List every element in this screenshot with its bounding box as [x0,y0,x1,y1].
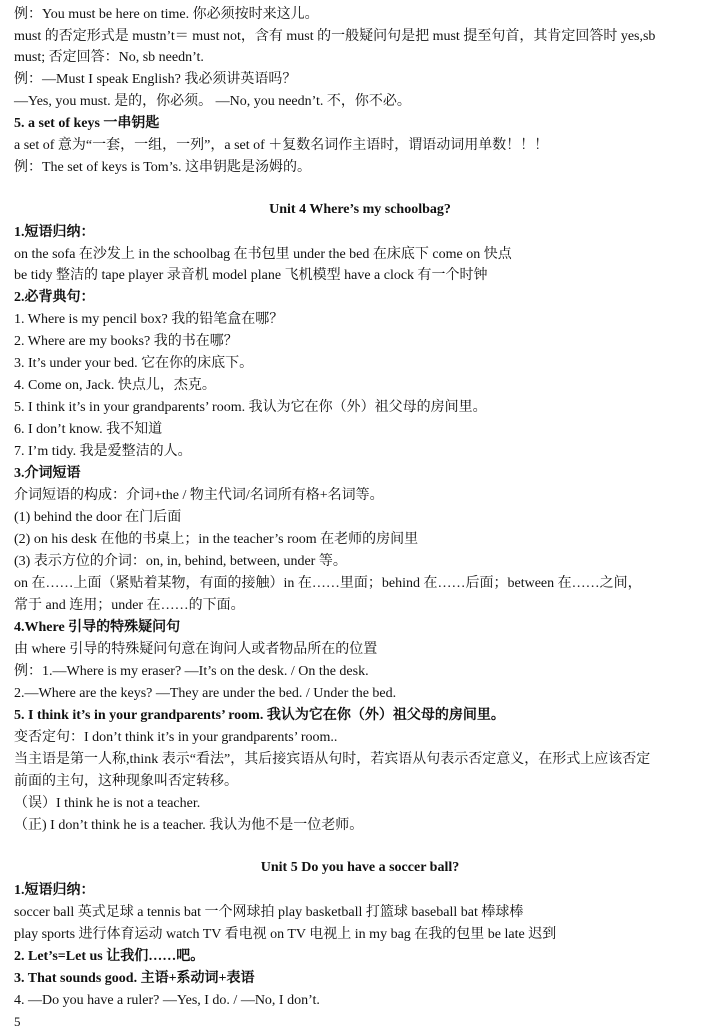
text-line: 常于 and 连用；under 在……的下面。 [14,598,245,613]
text-line: 1. Where is my pencil box? 我的铅笔盒在哪？ [14,312,284,327]
text-line: 例：—Must I speak English? 我必须讲英语吗？ [14,72,297,87]
text-line: must; 否定回答：No, sb needn’t. [14,50,204,65]
text-line: 例：You must be here on time. 你必须按时来这儿。 [14,7,319,22]
text-line: (2) on his desk 在他的书桌上；in the teacher’s room 在老师的房间里 [14,532,419,547]
unit-title: Unit 5 Do you have a soccer ball? [260,860,460,875]
text-line: 前面的主句，这种现象叫否定转移。 [14,774,238,789]
text-line: play sports 进行体育运动 watch TV 看电视 on TV 电视上 in my bag 在我的包里 be late 迟到 [14,927,557,942]
section-heading: 3. That sounds good. 主语+系动词+表语 [14,971,255,986]
text-line: must 的否定形式是 mustn’t＝ must not，含有 must 的一般疑问句是把 must 提至句首，其肯定回答时 yes,sb [14,29,656,44]
text-line: 7. I’m tidy. 我是爱整洁的人。 [14,444,192,459]
text-line: 介词短语的构成：介词+the / 物主代词/名词所有格+名词等。 [14,488,384,503]
text-line: (3) 表示方位的介词：on, in, behind, between, under 等。 [14,554,347,569]
unit-title: Unit 4 Where’s my schoolbag? [269,202,451,217]
text-line: （误）I think he is not a teacher. [14,796,201,811]
text-line: (1) behind the door 在门后面 [14,510,182,525]
section-heading: 1.短语归纳： [14,225,95,240]
text-line: （正) I don’t think he is a teacher. 我认为他不是一位老师。 [14,818,364,833]
text-line: on the sofa 在沙发上 in the schoolbag 在书包里 under the bed 在床底下 come on 快点 [14,247,512,262]
text-line: 4. Come on, Jack. 快点儿，杰克。 [14,378,216,393]
text-line: 6. I don’t know. 我不知道 [14,422,163,437]
text-line: 变否定句：I don’t think it’s in your grandparents’ room.. [14,730,338,745]
section-heading: 4.Where 引导的特殊疑问句 [14,620,181,635]
text-line: 4. —Do you have a ruler? —Yes, I do. / —No, I don’t. [14,993,320,1008]
section-heading: 1.短语归纳： [14,883,95,898]
text-line: —Yes, you must. 是的，你必须。 —No, you needn’t. 不，你不必。 [14,94,411,109]
text-line: 2. Where are my books? 我的书在哪？ [14,334,238,349]
section-heading: 5. a set of keys 一串钥匙 [14,116,160,131]
text-line: 3. It’s under your bed. 它在你的床底下。 [14,356,254,371]
section-heading: 5. I think it’s in your grandparents’ room. 我认为它在你（外）祖父母的房间里。 [14,708,505,723]
text-line: 当主语是第一人称,think 表示“看法”，其后接宾语从句时，若宾语从句表示否定意义，在形式上应该否定 [14,752,651,767]
section-heading: 3.介词短语 [14,466,81,481]
text-line: a set of 意为“一套，一组，一列”，a set of ＋复数名词作主语时，谓语动词用单数！！！ [14,138,549,153]
text-line: 例：1.—Where is my eraser? —It’s on the desk. / On the desk. [14,664,369,679]
text-line: on 在……上面（紧贴着某物，有面的接触）in 在……里面；behind 在……后面；between 在……之间， [14,576,642,591]
page-number: 5 [14,1014,21,1029]
text-line: 由 where 引导的特殊疑问句意在询问人或者物品所在的位置 [14,642,378,657]
text-line: be tidy 整洁的 tape player 录音机 model plane 飞机模型 have a clock 有一个时钟 [14,268,488,283]
text-line: 5. I think it’s in your grandparents’ room. 我认为它在你（外）祖父母的房间里。 [14,400,487,415]
text-line: soccer ball 英式足球 a tennis bat 一个网球拍 play basketball 打篮球 baseball bat 棒球棒 [14,905,524,920]
text-line: 例：The set of keys is Tom’s. 这串钥匙是汤姆的。 [14,160,312,175]
section-heading: 2. Let’s=Let us 让我们……吧。 [14,949,205,964]
section-heading: 2.必背典句： [14,290,95,305]
text-line: 2.—Where are the keys? —They are under the bed. / Under the bed. [14,686,397,701]
